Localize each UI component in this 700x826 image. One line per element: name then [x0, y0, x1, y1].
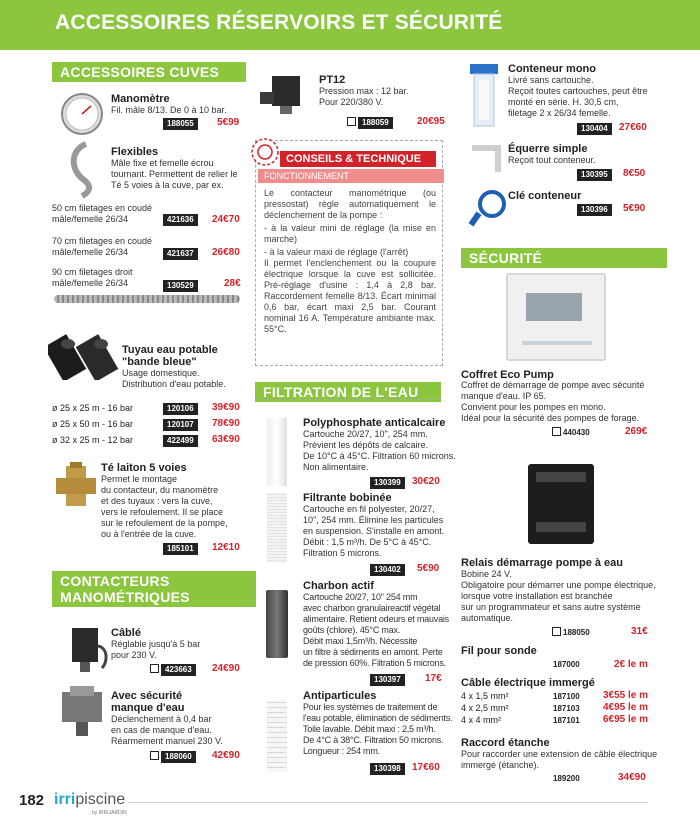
- anti-ref: 130398: [370, 763, 405, 775]
- charbon-price: 17€: [425, 673, 442, 684]
- anti-desc-4: Longueur : 254 mm.: [303, 746, 380, 756]
- page-title: ACCESSOIRES RÉSERVOIRS ET SÉCURITÉ: [55, 11, 503, 34]
- section-contacteurs-line-1: CONTACTEURS: [60, 573, 170, 589]
- anti-desc-0: Pour les systèmes de traitement de: [303, 702, 438, 712]
- conteneur-desc-1: Reçoit toutes cartouches, peut être: [508, 86, 648, 96]
- flexible-row-l2: mâle/femelle 26/34: [52, 214, 129, 224]
- raccord-title: Raccord étanche: [461, 737, 550, 749]
- avec-price: 42€90: [212, 750, 240, 761]
- immerge-row-ref: 187103: [553, 704, 580, 713]
- tuyau-row-price: 78€90: [212, 418, 240, 429]
- pressure-switch-image: [62, 622, 112, 674]
- anti-title: Antiparticules: [303, 690, 377, 702]
- tuyau-row-ref: 120106: [163, 403, 198, 415]
- tuyau-desc-2: Distribution d'eau potable.: [122, 379, 226, 389]
- anti-desc-1: l'eau potable, élimination de sédiments.: [303, 713, 453, 723]
- immerge-row-label: 4 x 2,5 mm²: [461, 703, 509, 713]
- poly-title: Polyphosphate anticalcaire: [303, 417, 446, 429]
- relay-image: [528, 464, 594, 544]
- cle-ref: 130396: [577, 204, 612, 216]
- te-desc-4: vers le refoulement. Il se place: [101, 507, 224, 517]
- coffret-desc-0: Coffret de démarrage de pompe avec sécurité: [461, 380, 645, 390]
- anti-desc-3: De 4°C à 38°C. Filtration 50 microns.: [303, 735, 444, 745]
- tuyau-title-2: "bande bleue": [122, 356, 197, 368]
- conseils-p3: - à la valeur maxi de réglage (l'arrêt): [264, 247, 409, 257]
- bracket-image: [468, 142, 508, 178]
- immerge-row-ref: 187100: [553, 692, 580, 701]
- conseils-p4: Il permet l'enclenchement ou la coupure électrique lorsque la cuve est sollicitée. Pré-réglage d'usine : 1,4 à 2,8 bar. Raccordement femelle 8/13. Écart minimal 0,6 bar, écart maxi 2,5 bar. Courant nominal 16 A. Température ambiante max. 55°C.: [264, 258, 436, 334]
- relais-price: 31€: [631, 626, 648, 637]
- tuyau-desc-1: Usage domestique.: [122, 368, 200, 378]
- filter-housing-image: [466, 62, 502, 130]
- flexible-row-l1: 90 cm filetages droit: [52, 267, 133, 277]
- te-desc-6: ou à l'entrée de la cuve.: [101, 529, 197, 539]
- bobinee-ref: 130402: [370, 564, 405, 576]
- page-number: 182: [19, 792, 45, 809]
- pt12-ref: [347, 117, 393, 129]
- wound-cartridge-image: [267, 493, 287, 563]
- conteneur-price: 27€60: [619, 122, 647, 133]
- polyphosphate-cartridge-image: [267, 418, 287, 486]
- immerge-row-label: 4 x 1,5 mm²: [461, 691, 509, 701]
- raccord-price: 34€90: [618, 772, 646, 783]
- poly-desc-0: Cartouche 20/27, 10", 254 mm.: [303, 429, 428, 439]
- antiparticle-cartridge-image: [267, 700, 287, 772]
- divider: [255, 399, 441, 400]
- te-title: Té laiton 5 voies: [101, 462, 187, 474]
- avec-desc-1: Déclenchement à 0,4 bar: [111, 714, 212, 724]
- bobinee-desc-4: Filtration 5 microns.: [303, 548, 382, 558]
- pt12-title: PT12: [319, 74, 346, 86]
- pt12-desc-1: Pression max : 12 bar.: [319, 86, 409, 96]
- coffret-desc-2: Convient pour les pompes en mono.: [461, 402, 606, 412]
- container-wrench-image: [468, 188, 508, 228]
- flexible-row-l2: mâle/femelle 26/34: [52, 278, 129, 288]
- brass-tee-image: [52, 462, 100, 510]
- cable-desc-1: Réglable jusqu'à 5 bar: [111, 639, 201, 649]
- flexible-row-ref: 130529: [163, 280, 198, 292]
- conseils-subtitle: FONCTIONNEMENT: [258, 169, 444, 183]
- flexibles-title: Flexibles: [111, 146, 159, 158]
- bobinee-desc-1: 10", 254 mm. Élimine les particules: [303, 515, 444, 525]
- coffret-desc-1: manque d'eau. IP 65.: [461, 391, 547, 401]
- charbon-desc-6: de pression 60%. Filtration 5 microns.: [303, 658, 446, 668]
- equerre-desc: Reçoit tout conteneur.: [508, 155, 596, 165]
- conteneur-desc-2: monté en série. H. 30,5 cm,: [508, 97, 619, 107]
- bobinee-desc-2: en suspension. S'installe en amont.: [303, 526, 445, 536]
- immerge-row-label: 4 x 4 mm²: [461, 715, 502, 725]
- section-accessoires-cuves: ACCESSOIRES CUVES: [52, 62, 246, 82]
- safety-switch-image: [56, 684, 112, 744]
- crossed-box-icon: [552, 627, 561, 636]
- anti-price: 17€60: [412, 762, 440, 773]
- relais-desc-2: lorsque votre installation est branchée: [461, 591, 613, 601]
- footer-rule: [128, 802, 648, 803]
- avec-title-1: Avec sécurité: [111, 690, 183, 702]
- braided-hose-image: [54, 295, 240, 303]
- anti-desc-2: Toile lavable. Débit maxi : 2,5 m³/h.: [303, 724, 436, 734]
- flexible-row-price: 24€70: [212, 214, 240, 225]
- flexible-hose-image: [66, 140, 102, 198]
- conteneur-desc-3: filetage 2 x 26/34 femelle.: [508, 108, 611, 118]
- flexible-row-price: 28€: [224, 278, 241, 289]
- crossed-box-icon: [552, 427, 561, 436]
- cable-desc-2: pour 230 V.: [111, 650, 157, 660]
- charbon-title: Charbon actif: [303, 580, 374, 592]
- manometer-image: [60, 92, 104, 136]
- black-pipe-image: [48, 330, 128, 380]
- crossed-box-icon: [150, 664, 159, 673]
- relais-desc-3: sur un programmateur et sans autre système: [461, 602, 641, 612]
- avec-desc-3: Réarmement manuel 230 V.: [111, 736, 223, 746]
- avec-title-2: manque d'eau: [111, 702, 185, 714]
- flexible-row-l1: 50 cm filetages en coudé: [52, 203, 153, 213]
- bobinee-title: Filtrante bobinée: [303, 492, 392, 504]
- flexibles-desc-2: tournant. Permettent de relier le: [111, 169, 238, 179]
- immerge-title: Câble électrique immergé: [461, 677, 595, 689]
- relais-ref: [552, 627, 590, 637]
- flexible-row-price: 26€80: [212, 247, 240, 258]
- tuyau-row-label: ø 32 x 25 m - 12 bar: [52, 435, 134, 445]
- raccord-desc-0: Pour raccorder une extension de câble électrique: [461, 749, 658, 759]
- flexibles-desc-1: Mâle fixe et femelle écrou: [111, 158, 214, 168]
- brand-piscine: piscine: [75, 791, 126, 808]
- avec-ref-number: 188060: [161, 751, 196, 763]
- te-desc-3: et des tuyaux : vers la cuve,: [101, 496, 213, 506]
- charbon-desc-3: goûts (chlore). 45°C max.: [303, 625, 401, 635]
- flexible-row-ref: 421637: [163, 248, 198, 260]
- bobinee-price: 5€90: [417, 563, 440, 574]
- pt12-ref-number: 188059: [358, 117, 393, 129]
- equerre-ref: 130395: [577, 169, 612, 181]
- tuyau-row-price: 63€90: [212, 434, 240, 445]
- charbon-desc-0: Cartouche 20/27, 10" 254 mm: [303, 592, 418, 602]
- avec-desc-2: en cas de manque d'eau.: [111, 725, 212, 735]
- coffret-ref-number: 440430: [563, 428, 590, 437]
- section-securite: SÉCURITÉ: [461, 248, 667, 268]
- crossed-box-icon: [150, 751, 159, 760]
- coffret-ref: [552, 427, 590, 437]
- coffret-price: 269€: [625, 426, 648, 437]
- manometre-price: 5€99: [217, 117, 240, 128]
- sonde-title: Fil pour sonde: [461, 645, 537, 657]
- charbon-desc-2: alimentaire. Retient odeurs et mauvais: [303, 614, 449, 624]
- te-desc-2: du contacteur, du manomètre: [101, 485, 219, 495]
- section-filtration: FILTRATION DE L'EAU: [255, 382, 441, 402]
- brand-logo: [54, 791, 125, 809]
- te-desc-5: sur le refoulement de la pompe,: [101, 518, 228, 528]
- crossed-box-icon: [347, 117, 356, 126]
- immerge-row-price: 6€95 le m: [603, 714, 649, 725]
- sonde-ref: 187000: [553, 660, 580, 669]
- tuyau-row-price: 39€90: [212, 402, 240, 413]
- relais-title: Relais démarrage pompe à eau: [461, 557, 624, 569]
- conteneur-desc-0: Livré sans cartouche.: [508, 75, 594, 85]
- poly-desc-2: De 10°C à 45°C. Filtration 60 microns.: [303, 451, 456, 461]
- relais-ref-number: 188050: [563, 628, 590, 637]
- flexible-row-l2: mâle/femelle 26/34: [52, 247, 129, 257]
- raccord-desc-1: immergé (étanche).: [461, 760, 540, 770]
- te-ref: 185101: [163, 543, 198, 555]
- relais-desc-1: Obligatoire pour démarrer une pompe électrique,: [461, 580, 656, 590]
- tuyau-row-ref: 422499: [163, 435, 198, 447]
- immerge-row-price: 4€95 le m: [603, 702, 649, 713]
- pt12-desc-2: Pour 220/380 V.: [319, 97, 384, 107]
- cable-ref: [150, 664, 196, 676]
- manometre-title: Manomètre: [111, 93, 170, 105]
- flexible-row-ref: 421636: [163, 214, 198, 226]
- flexibles-desc-3: Té 5 voies à la cuve, par ex.: [111, 180, 224, 190]
- conseils-title: CONSEILS & TECHNIQUE: [280, 151, 436, 167]
- coffret-title: Coffret Eco Pump: [461, 369, 554, 381]
- conteneur-title: Conteneur mono: [508, 63, 596, 75]
- manometre-desc: Fil. mâle 8/13. De 0 à 10 bar.: [111, 105, 227, 115]
- sonde-price: 2€ le m: [614, 659, 648, 670]
- section-contacteurs: [52, 571, 256, 607]
- te-desc-1: Permet le montage: [101, 474, 178, 484]
- flexible-row-l1: 70 cm filetages en coudé: [52, 236, 153, 246]
- tuyau-row-ref: 120107: [163, 419, 198, 431]
- tuyau-row-label: ø 25 x 25 m - 16 bar: [52, 403, 134, 413]
- bobinee-desc-3: Débit : 1,5 m³/h. De 5°C à 45°C.: [303, 537, 432, 547]
- relais-desc-4: automatique.: [461, 613, 514, 623]
- conseils-p1: Le contacteur manométrique (ou pressostat) règle automatiquement le déclenchement de la pompe :: [264, 188, 436, 220]
- equerre-price: 8€50: [623, 168, 646, 179]
- cable-price: 24€90: [212, 663, 240, 674]
- charbon-desc-5: un filtre à sédiments en amont. Perte: [303, 647, 443, 657]
- carbon-cartridge-image: [266, 590, 288, 658]
- section-contacteurs-line-2: MANOMÉTRIQUES: [60, 589, 190, 605]
- poly-desc-1: Prévient les dépôts de calcaire.: [303, 440, 429, 450]
- cable-ref-number: 423663: [161, 664, 196, 676]
- conteneur-ref: 130404: [577, 123, 612, 135]
- brand-sub: by IRRIJARDIN: [92, 810, 127, 816]
- pt12-price: 20€95: [417, 116, 445, 127]
- eco-pump-box-image: [506, 273, 606, 361]
- poly-ref: 130399: [370, 477, 405, 489]
- relais-desc-0: Bobine 24 V.: [461, 569, 512, 579]
- tuyau-row-label: ø 25 x 50 m - 16 bar: [52, 419, 134, 429]
- tuyau-title-1: Tuyau eau potable: [122, 344, 218, 356]
- page-banner: [0, 0, 700, 50]
- bobinee-desc-0: Cartouche en fil polyester, 20/27,: [303, 504, 435, 514]
- tip-badge-icon: [250, 137, 280, 167]
- coffret-desc-3: Idéal pour la sécurité des pompes de forage.: [461, 413, 640, 423]
- poly-price: 30€20: [412, 476, 440, 487]
- cle-price: 5€90: [623, 203, 646, 214]
- charbon-desc-1: avec charbon granulaireactif végétal: [303, 603, 441, 613]
- cable-title: Câblé: [111, 627, 141, 639]
- manometre-ref: 188055: [163, 118, 198, 130]
- cle-title: Clé conteneur: [508, 190, 582, 202]
- charbon-ref: 130397: [370, 674, 405, 686]
- te-price: 12€10: [212, 542, 240, 553]
- conseils-text: [264, 188, 436, 335]
- immerge-row-ref: 187101: [553, 716, 580, 725]
- poly-desc-3: Non alimentaire.: [303, 462, 369, 472]
- avec-ref: [150, 751, 196, 763]
- immerge-row-price: 3€55 le m: [603, 690, 649, 701]
- pt12-image: [258, 70, 312, 118]
- equerre-title: Équerre simple: [508, 143, 588, 155]
- conseils-p2: - à la valeur mini de réglage (la mise en marche): [264, 223, 436, 244]
- brand-irri: irri: [54, 791, 76, 808]
- raccord-ref: 189200: [553, 774, 580, 783]
- charbon-desc-4: Débit maxi 1,5m³/h. Nécessite: [303, 636, 418, 646]
